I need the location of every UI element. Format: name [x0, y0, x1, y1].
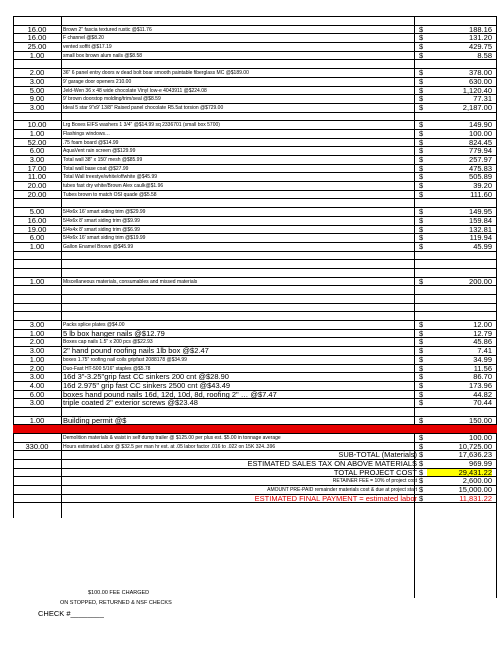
row-amount: 429.75 — [469, 42, 492, 52]
row-quantity — [13, 17, 61, 25]
table-row — [13, 190, 497, 199]
row-description: 36" 6 panel entry doors w dead bolt boar smooth paintable fiberglass MC @$189.00 — [63, 70, 249, 77]
row-quantity: 20.00 — [27, 181, 47, 191]
row-amount: 1,120.40 — [462, 85, 492, 95]
summary-amount: 969.99 — [469, 459, 492, 469]
row-currency: $ — [419, 398, 424, 408]
table-row — [13, 94, 497, 103]
row-description — [62, 113, 427, 121]
row-quantity — [13, 252, 61, 260]
summary-amount: 2,600.00 — [462, 476, 492, 486]
row-currency: $ — [419, 215, 424, 225]
row-description: .75 foam board @$14.99 — [63, 139, 119, 146]
row-currency: $ — [419, 24, 424, 34]
row-quantity: 10.00 — [27, 120, 47, 130]
row-amount: 2,187.00 — [462, 102, 492, 112]
row-description: 5/4x6x 8' smart siding trim @$9.99 — [63, 217, 140, 224]
row-description: Building permit @$ — [63, 416, 127, 425]
row-amount: 70.44 — [473, 398, 492, 408]
row-description: Miscellaneous materials, consumables and missed materials — [63, 278, 198, 285]
summary-label: ESTIMATED SALES TAX ON ABOVE MATERIALS — [247, 460, 417, 468]
row-currency: $ — [419, 42, 424, 52]
table-row — [13, 433, 497, 442]
row-currency: $ — [419, 380, 424, 390]
row-quantity: 3.00 — [29, 320, 45, 330]
table-row — [13, 59, 497, 68]
check-number-field[interactable]: CHECK #________ — [38, 609, 104, 618]
row-amount: 779.94 — [469, 146, 492, 156]
row-description: Duo-Fast HT-500 5/16" staples @$5.78 — [63, 365, 151, 372]
row-quantity: 3.00 — [29, 102, 45, 112]
row-amount — [427, 312, 492, 320]
row-quantity: 2.00 — [29, 363, 45, 373]
table-row — [13, 285, 497, 294]
row-quantity: 25.00 — [27, 42, 47, 52]
table-row — [13, 364, 497, 373]
row-description: 9' brown doorstop molding/trim/seal @$8.59 — [63, 96, 161, 103]
row-amount: 8.58 — [477, 50, 492, 60]
table-row — [13, 303, 497, 312]
table-row — [13, 86, 497, 95]
row-currency: $ — [419, 68, 424, 78]
row-description — [62, 17, 427, 25]
row-currency — [419, 252, 427, 260]
row-currency: $ — [419, 189, 424, 199]
row-description: Jeld-Wen 36 x 48 wide chocolate Vinyl low-e 4043911 @$224.08 — [63, 87, 207, 94]
row-description — [62, 295, 427, 303]
table-row — [13, 164, 497, 173]
row-quantity: 6.00 — [29, 233, 45, 243]
row-amount: 149.90 — [469, 120, 492, 130]
estimate-table — [13, 16, 497, 503]
row-currency: $ — [419, 128, 424, 138]
table-row — [13, 268, 497, 277]
summary-label: TOTAL PROJECT COST — [333, 468, 417, 477]
row-quantity: 19.00 — [27, 224, 47, 234]
row-amount: 200.00 — [469, 276, 492, 286]
table-row — [13, 138, 497, 147]
summary-amount: 11,831.22 — [459, 493, 492, 503]
row-currency — [419, 260, 427, 268]
row-quantity — [13, 425, 61, 433]
summary-currency: $ — [419, 493, 424, 503]
row-amount: 111.60 — [470, 189, 492, 199]
row-amount — [427, 425, 492, 433]
row-amount: 630.00 — [469, 76, 492, 86]
row-description: boxes hand pound nails 16d, 12d, 10d, 8d, roofing 2" … @$7.47 — [63, 390, 277, 399]
row-currency — [419, 113, 427, 121]
row-quantity: 3.00 — [29, 76, 45, 86]
row-amount: 100.00 — [469, 433, 492, 442]
table-row — [13, 146, 497, 155]
summary-label: RETAINER FEE = 10% of project cost — [332, 478, 417, 485]
row-currency: $ — [419, 172, 424, 182]
row-quantity — [13, 260, 61, 268]
row-currency — [419, 304, 427, 312]
row-quantity — [13, 304, 61, 312]
row-amount — [427, 60, 492, 68]
row-currency: $ — [419, 241, 424, 251]
table-row — [13, 311, 497, 320]
row-description — [62, 304, 427, 312]
table-row — [13, 355, 497, 364]
table-row — [13, 251, 497, 260]
table-row — [13, 259, 497, 268]
row-quantity: 3.00 — [29, 372, 45, 382]
row-quantity — [13, 286, 61, 294]
row-description: AquaVent rain screen @$129.99 — [63, 148, 136, 155]
row-amount: 824.45 — [469, 137, 492, 147]
summary-amount: 29,431.22 — [427, 469, 492, 477]
row-currency: $ — [419, 85, 424, 95]
row-amount — [427, 252, 492, 260]
row-amount: 12.79 — [473, 328, 492, 338]
row-currency: $ — [419, 433, 424, 442]
row-amount: 131.20 — [469, 33, 492, 43]
row-amount: 150.00 — [469, 415, 492, 425]
row-description — [62, 425, 427, 433]
row-amount — [427, 286, 492, 294]
table-row — [13, 198, 497, 207]
row-currency: $ — [419, 94, 424, 104]
row-quantity: 330.00 — [25, 441, 49, 451]
table-row — [13, 329, 497, 338]
row-quantity: 3.00 — [29, 155, 45, 164]
row-amount: 44.82 — [473, 389, 492, 399]
row-amount — [427, 113, 492, 121]
row-currency: $ — [419, 137, 424, 147]
table-row — [13, 233, 497, 242]
row-amount: 34.99 — [473, 354, 492, 364]
row-amount: 475.83 — [469, 163, 492, 173]
row-quantity — [13, 199, 61, 207]
row-description: triple coated 2" exterior screws @$23.48 — [63, 399, 198, 407]
row-currency: $ — [419, 146, 424, 156]
table-row — [13, 129, 497, 138]
summary-amount: 17,636.23 — [458, 450, 492, 460]
row-currency — [419, 286, 427, 294]
row-quantity: 1.00 — [29, 50, 45, 60]
row-currency: $ — [419, 320, 424, 330]
row-currency: $ — [419, 328, 424, 338]
table-row — [13, 346, 497, 355]
table-row — [13, 424, 497, 433]
row-quantity: 52.00 — [27, 137, 47, 147]
summary-currency: $ — [419, 476, 424, 486]
row-currency — [419, 295, 427, 303]
row-currency — [419, 17, 427, 25]
table-row — [13, 416, 497, 425]
table-row — [13, 42, 497, 51]
summary-label: AMOUNT PRE-PAID remainder materials cost & due at project start — [267, 487, 417, 494]
table-row — [13, 442, 497, 451]
fee-note: $100.00 FEE CHARGED — [88, 590, 150, 596]
row-amount: 378.00 — [469, 68, 492, 78]
row-currency: $ — [419, 233, 424, 243]
row-amount: 149.95 — [469, 207, 492, 217]
row-currency: $ — [419, 181, 424, 191]
table-row — [13, 77, 497, 86]
row-quantity: 5.00 — [29, 85, 45, 95]
row-amount — [427, 199, 492, 207]
row-amount: 505.89 — [469, 172, 492, 182]
summary-currency: $ — [419, 485, 424, 495]
row-quantity: 1.00 — [29, 415, 45, 425]
summary-row — [13, 468, 497, 477]
row-currency: $ — [419, 76, 424, 86]
row-currency: $ — [419, 415, 424, 425]
row-description: Ideal 5 star 9"x9' 13/8" Raised panel chocolate R5.5at torsion @$729.00 — [63, 104, 224, 111]
row-currency: $ — [419, 276, 424, 286]
row-amount: 188.16 — [469, 24, 492, 34]
row-currency: $ — [419, 163, 424, 173]
row-amount: 173.96 — [469, 380, 492, 390]
row-description: Lrg Boxes EIFS washers 1 3/4" @$14.99 sq 2336701 (small box 5700) — [63, 122, 220, 129]
row-description: Boxes cap nails 1.5" x 200 pcs @$22.93 — [63, 339, 153, 346]
row-currency: $ — [419, 389, 424, 399]
table-row — [13, 216, 497, 225]
row-description — [62, 312, 427, 320]
row-description: 5 lb box hanger nails @$12.79 — [63, 329, 165, 338]
row-quantity — [13, 434, 61, 442]
table-row — [13, 51, 497, 60]
row-amount: 86.70 — [473, 372, 492, 382]
row-description: small box brown alum nails @$8.58 — [63, 52, 143, 59]
row-description: 5/4x6x 16' smart siding trim @$19.99 — [63, 235, 146, 242]
table-row — [13, 337, 497, 346]
row-description — [62, 199, 427, 207]
row-description — [62, 60, 427, 68]
row-currency: $ — [419, 102, 424, 112]
row-quantity: 9.00 — [29, 94, 45, 104]
row-amount: 159.84 — [469, 215, 492, 225]
row-quantity: 16.00 — [27, 33, 47, 43]
table-row — [13, 225, 497, 234]
summary-label: ESTIMATED FINAL PAYMENT = estimated labor — [254, 494, 417, 502]
row-currency: $ — [419, 441, 424, 451]
table-row — [13, 155, 497, 164]
summary-label: SUB-TOTAL (Materials) — [338, 451, 417, 460]
row-description: Brown 2" fascia textured rustic @$11.76 — [63, 26, 152, 33]
row-description: Total wall 38" x 150' mesh @$85.99 — [63, 157, 143, 163]
row-description: 16d 2.975" grip fast CC sinkers 2500 cnt @$43.49 — [63, 381, 231, 390]
table-row — [13, 277, 497, 286]
table-row — [13, 68, 497, 77]
row-description — [62, 286, 427, 294]
summary-row — [13, 476, 497, 485]
row-currency: $ — [419, 372, 424, 382]
row-quantity: 5.00 — [29, 207, 45, 217]
row-quantity: 2.00 — [29, 337, 45, 347]
row-amount: 257.97 — [469, 155, 492, 164]
row-quantity: 16.00 — [27, 215, 47, 225]
row-description: Total wall base coat @$27.99 — [63, 165, 129, 172]
row-quantity: 1.00 — [29, 328, 45, 338]
row-amount — [427, 17, 492, 25]
row-amount: 11.56 — [473, 363, 492, 373]
row-amount: 100.00 — [469, 128, 492, 138]
summary-row — [13, 485, 497, 494]
row-quantity: 1.00 — [29, 276, 45, 286]
row-quantity: 3.00 — [29, 398, 45, 408]
summary-currency: $ — [419, 467, 424, 477]
table-row — [13, 407, 497, 416]
row-description: Hours estimated Labor @ $32.5 per man hr est. at .05 labor factor .016 to .022 on 15K 324..396 — [63, 443, 276, 450]
table-row — [13, 172, 497, 181]
row-currency: $ — [419, 337, 424, 347]
checks-note: ON STOPPED, RETURNED & NSF CHECKS — [60, 600, 172, 606]
row-currency: $ — [419, 207, 424, 217]
summary-row — [13, 494, 497, 503]
row-amount: 132.81 — [469, 224, 492, 234]
row-quantity — [13, 269, 61, 277]
row-amount: 10,725.00 — [458, 441, 492, 451]
row-currency — [419, 425, 427, 433]
row-currency: $ — [419, 346, 424, 356]
row-quantity: 1.00 — [29, 241, 45, 251]
row-currency: $ — [419, 363, 424, 373]
row-quantity: 1.00 — [29, 354, 45, 364]
row-quantity: 11.00 — [27, 172, 47, 182]
table-row — [13, 181, 497, 190]
row-amount: 39.20 — [473, 181, 492, 191]
row-amount — [427, 260, 492, 268]
row-quantity: 16.00 — [27, 24, 47, 34]
row-currency — [419, 408, 427, 416]
table-row — [13, 120, 497, 129]
row-description: vented soffit @$17.19 — [63, 44, 112, 51]
row-description: Demolition materials & waist in self dump trailer @ $125.00 per plus est. $5.00 in tonnage average — [63, 435, 281, 441]
row-description: 9' garage door openers 210.00 — [63, 78, 132, 85]
row-description — [62, 269, 427, 277]
table-row — [13, 398, 497, 407]
row-description: F channel @$8.20 — [63, 35, 104, 42]
row-currency — [419, 199, 427, 207]
summary-currency: $ — [419, 450, 424, 460]
table-row — [13, 207, 497, 216]
summary-currency: $ — [419, 459, 424, 469]
row-quantity: 6.00 — [29, 146, 45, 156]
row-quantity — [13, 312, 61, 320]
table-row — [13, 390, 497, 399]
row-currency: $ — [419, 120, 424, 130]
row-description: 5/4x6x 16' smart siding trim @$29.99 — [63, 209, 146, 216]
row-amount — [427, 408, 492, 416]
row-quantity — [13, 113, 61, 121]
table-row — [13, 16, 497, 25]
summary-amount: 15,000.00 — [458, 485, 492, 495]
row-description: tubes fast dry white/Brown Alex caulk@$1.96 — [63, 183, 164, 190]
table-row — [13, 103, 497, 112]
row-description — [62, 260, 427, 268]
row-quantity: 17.00 — [27, 163, 47, 173]
row-description — [62, 252, 427, 260]
row-amount — [427, 304, 492, 312]
row-quantity: 6.00 — [29, 389, 45, 399]
table-row — [13, 242, 497, 251]
row-description: Flashings windows… — [63, 130, 110, 137]
row-description — [62, 408, 427, 416]
row-description: boxes 1.75" roofing nail coils gripfast 2088178 @$34.99 — [63, 356, 187, 363]
row-amount: 45.99 — [473, 241, 492, 251]
row-description: 2" hand pound roofing nails 1lb box @$2.47 — [63, 347, 209, 355]
row-currency — [419, 60, 427, 68]
row-amount: 77.31 — [473, 94, 492, 104]
row-quantity — [13, 60, 61, 68]
row-currency: $ — [419, 224, 424, 234]
row-amount — [427, 295, 492, 303]
row-currency: $ — [419, 33, 424, 43]
row-currency: $ — [419, 50, 424, 60]
row-description: Gallon Enamel Brown @$45.99 — [63, 243, 134, 250]
table-row — [13, 381, 497, 390]
row-quantity: 1.00 — [29, 128, 45, 138]
row-currency — [419, 312, 427, 320]
summary-row — [13, 459, 497, 468]
row-description: 5/4x4x 8' smart siding trim @$6.99 — [63, 226, 140, 233]
row-currency: $ — [419, 354, 424, 364]
table-row — [13, 25, 497, 34]
row-quantity: 20.00 — [27, 189, 47, 199]
row-currency — [419, 269, 427, 277]
row-description: 16d 3"-3.25"grip fast CC sinkers 200 cnt @$28.90 — [63, 373, 229, 381]
table-row — [13, 372, 497, 381]
row-amount: 7.41 — [477, 346, 492, 356]
table-row — [13, 294, 497, 303]
row-quantity — [13, 408, 61, 416]
row-quantity — [13, 295, 61, 303]
summary-row — [13, 450, 497, 459]
row-amount: 12.00 — [473, 320, 492, 330]
row-quantity: 3.00 — [29, 346, 45, 356]
row-description: Tubes brown to match OSI quade @$5.58 — [63, 191, 157, 198]
row-amount: 119.94 — [469, 233, 492, 243]
row-currency: $ — [419, 155, 424, 164]
row-quantity: 4.00 — [29, 380, 45, 390]
row-description: Total Wall treestye/white/offwhite @$45.99 — [63, 174, 158, 181]
row-quantity: 2.00 — [29, 68, 45, 78]
row-amount — [427, 269, 492, 277]
row-description: Packs splice plates @$4.00 — [63, 322, 125, 329]
table-row — [13, 33, 497, 42]
table-row — [13, 320, 497, 329]
table-row — [13, 112, 497, 121]
row-amount: 45.86 — [473, 337, 492, 347]
